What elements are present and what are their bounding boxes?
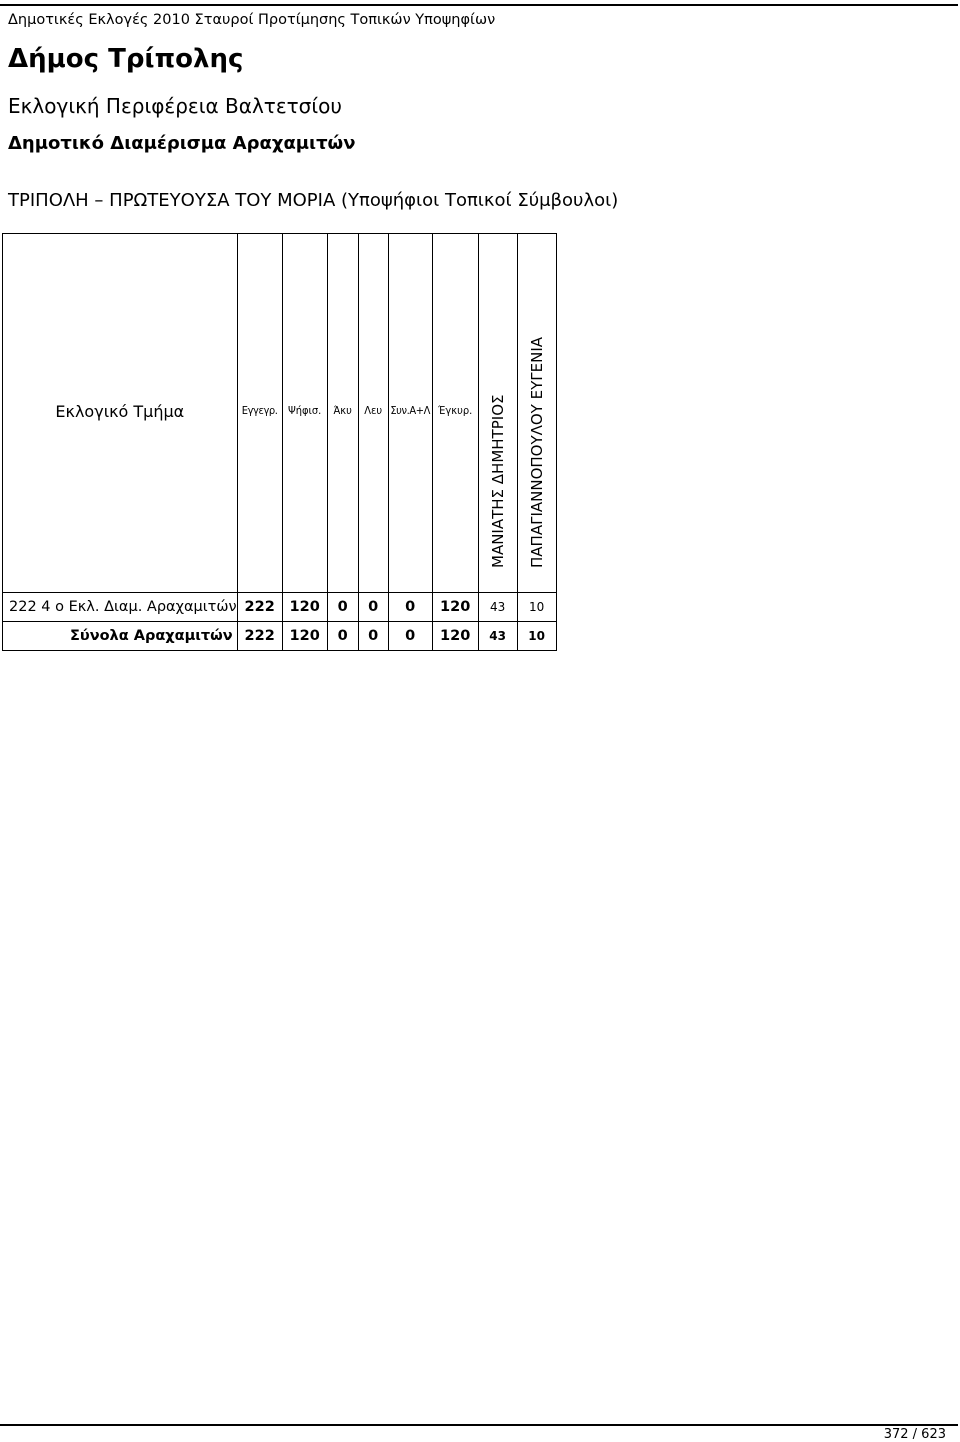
cell-registered: 222 <box>237 593 282 622</box>
table-header-row <box>3 234 557 593</box>
bottom-rule <box>0 1424 958 1426</box>
cell-blank: 0 <box>358 593 388 622</box>
table-row <box>3 593 557 622</box>
header-blank: Λευ <box>358 234 388 593</box>
cell-section: 222 4 ο Εκλ. Διαμ. Αραχαμιτών <box>3 593 238 622</box>
header-valid: Έγκυρ. <box>432 234 478 593</box>
header-invalid: Άκυ <box>327 234 358 593</box>
top-rule <box>0 4 958 6</box>
cell-invalid: 0 <box>327 593 358 622</box>
cell-total-candidate-2-votes: 10 <box>517 622 556 651</box>
cell-total-invalid: 0 <box>327 622 358 651</box>
cell-candidate-1-votes: 43 <box>478 593 517 622</box>
page-number: 372 / 623 <box>883 1427 946 1442</box>
header-candidate-2 <box>517 234 556 593</box>
municipal-department-title: Δημοτικό Διαμέρισμα Αραχαμιτών <box>8 133 356 154</box>
header-candidate-1 <box>478 234 517 593</box>
cell-total-candidate-1-votes: 43 <box>478 622 517 651</box>
party-list-title: ΤΡΙΠΟΛΗ – ΠΡΩΤΕΥΟΥΣΑ ΤΟΥ ΜΟΡΙΑ (Υποψήφιοι Τοπικοί Σύμβουλοι) <box>8 190 619 211</box>
municipality-title: Δήμος Τρίπολης <box>8 44 244 74</box>
cell-total-registered: 222 <box>237 622 282 651</box>
cell-total-invalid-blank-total: 0 <box>388 622 432 651</box>
header-voted: Ψήφισ. <box>282 234 327 593</box>
header-registered: Εγγεγρ. <box>237 234 282 593</box>
results-table <box>2 233 557 651</box>
running-header: Δημοτικές Εκλογές 2010 Σταυροί Προτίμησης Τοπικών Υποψηφίων <box>8 12 496 28</box>
electoral-district-title: Εκλογική Περιφέρεια Βαλτετσίου <box>8 94 342 118</box>
candidate-name: ΜΑΝΙΑΤΗΣ ΔΗΜΗΤΡΙΟΣ <box>488 394 507 568</box>
header-invalid-blank-total: Συν.Α+Λ <box>388 234 432 593</box>
cell-candidate-2-votes: 10 <box>517 593 556 622</box>
cell-total-valid: 120 <box>432 622 478 651</box>
cell-total-label: Σύνολα Αραχαμιτών <box>3 622 238 651</box>
totals-row <box>3 622 557 651</box>
cell-total-blank: 0 <box>358 622 388 651</box>
cell-total-voted: 120 <box>282 622 327 651</box>
cell-valid: 120 <box>432 593 478 622</box>
header-section: Εκλογικό Τμήμα <box>3 234 238 593</box>
cell-voted: 120 <box>282 593 327 622</box>
cell-invalid-blank-total: 0 <box>388 593 432 622</box>
candidate-name: ΠΑΠΑΓΙΑΝΝΟΠΟΥΛΟΥ ΕΥΓΕΝΙΑ <box>527 337 546 568</box>
